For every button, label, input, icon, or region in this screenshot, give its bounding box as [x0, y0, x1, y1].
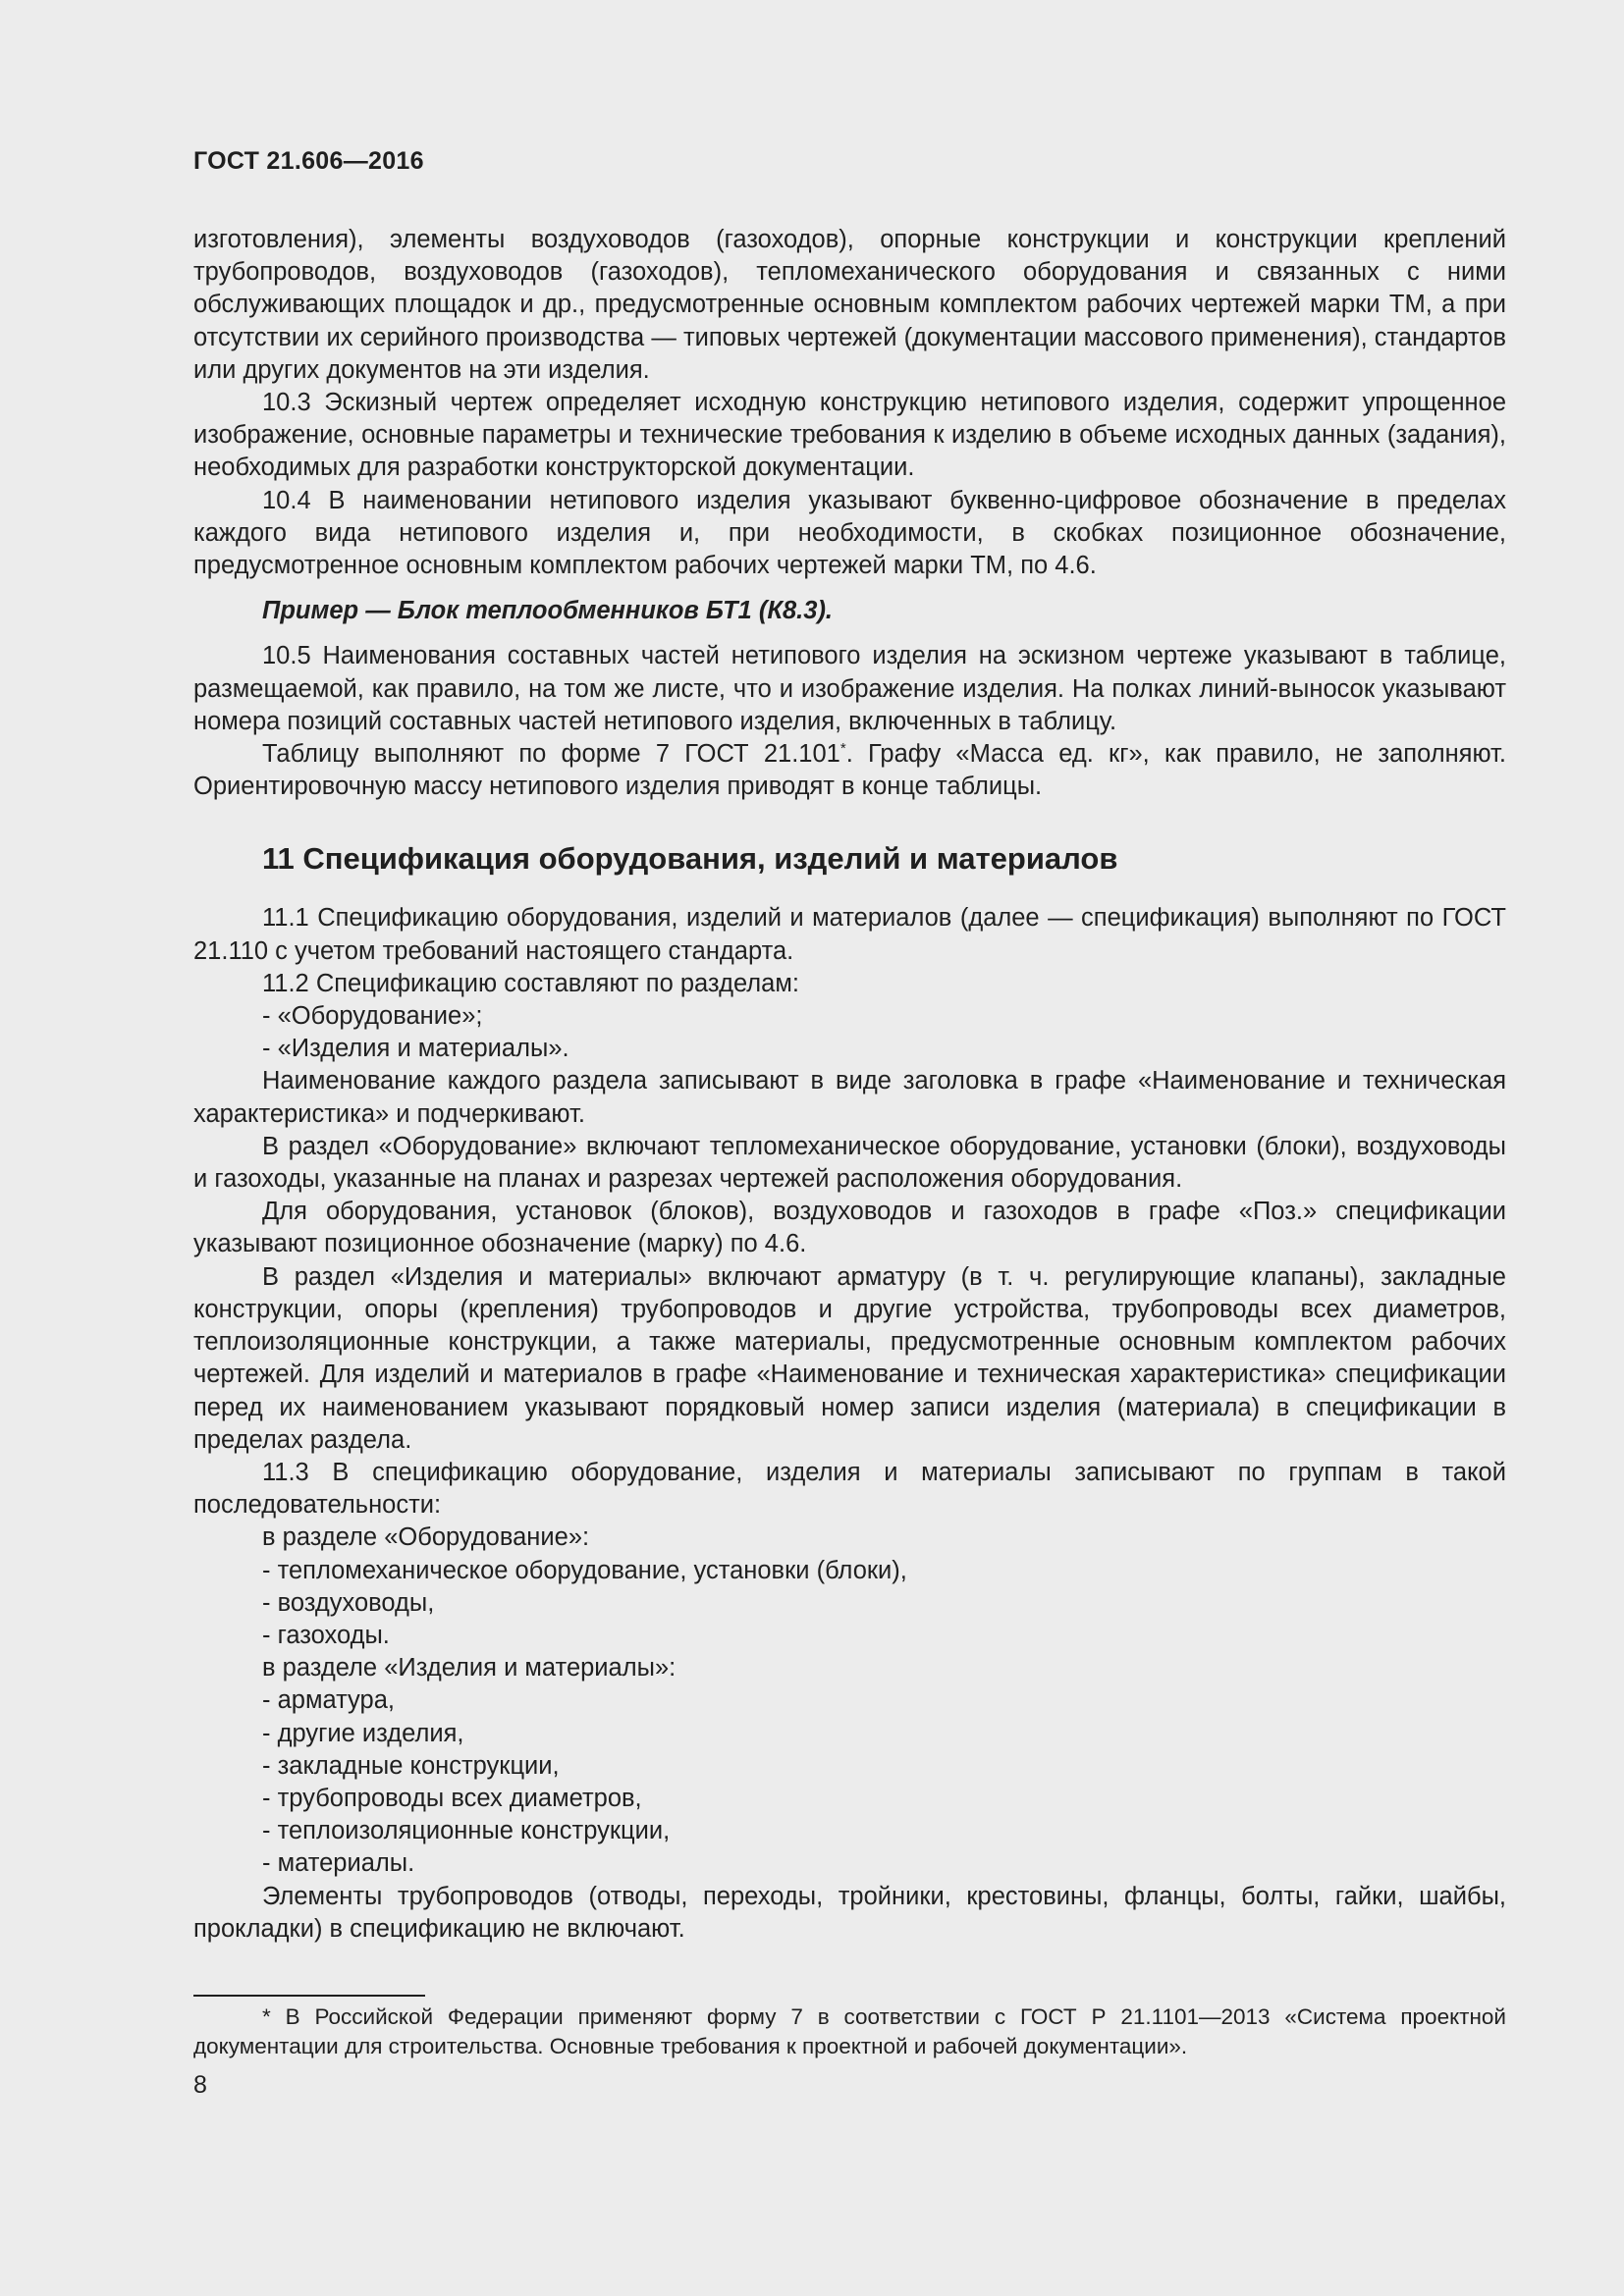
paragraph-continuation: изготовления), элементы воздуховодов (газоходов), опорные конструкции и конструкции креплений трубопроводов, воздуховодов (газоходов), тепломеханического оборудования и связанных с ними обслуживающих площадок и др., предусмотренные основным комплектом рабочих чертежей марки ТМ, а при отсутствии их серийного производства — типовых чертежей (документации массового применения), стандартов или других документов на эти изделия. — [193, 226, 1506, 384]
paragraph-products-section: В раздел «Изделия и материалы» включают арматуру (в т. ч. регулирующие клапаны), закладные конструкции, опоры (крепления) трубопроводов и другие устройства, трубопроводы всех диаметров, теплоизоляционные конструкции, а также материалы, предусмотренные основным комплектом рабочих чертежей. Для изделий и материалов в графе «Наименование и техническая характеристика» спецификации перед их наименованием указывают порядковый номер записи изделия (материала) в спецификации в пределах раздела. — [193, 1262, 1506, 1454]
list-item: - арматура, — [262, 1686, 395, 1715]
paragraph-11-3: 11.3 В спецификацию оборудование, изделия и материалы записывают по группам в такой последовательности: — [193, 1458, 1506, 1520]
footnote-separator — [193, 1995, 425, 1997]
paragraph-equipment-section: В раздел «Оборудование» включают тепломеханическое оборудование, установки (блоки), воздуховоды и газоходы, указанные на планах и разрезах чертежей расположения оборудования. — [193, 1132, 1506, 1194]
paragraph-11-1: 11.1 Спецификацию оборудования, изделий и материалов (далее — спецификация) выполняют по ГОСТ 21.110 с учетом требований настоящего стандарта. — [193, 904, 1506, 965]
main-content — [193, 224, 1506, 1946]
paragraph-11-2: 11.2 Спецификацию составляют по разделам: — [262, 969, 799, 997]
paragraph-10-3: 10.3 Эскизный чертеж определяет исходную конструкцию нетипового изделия, содержит упрощенное изображение, основные параметры и технические требования к изделию в объеме исходных данных (задания), необходимых для разработки конструкторской документации. — [193, 389, 1506, 482]
list-item: - тепломеханическое оборудование, установки (блоки), — [262, 1556, 907, 1584]
paragraph-pipe-elements: Элементы трубопроводов (отводы, переходы, тройники, крестовины, фланцы, болты, гайки, шайбы, прокладки) в спецификацию не включают. — [193, 1882, 1506, 1943]
document-code-header: ГОСТ 21.606—2016 — [193, 147, 424, 175]
list-item: - трубопроводы всех диаметров, — [262, 1784, 642, 1812]
list-item: - «Изделия и материалы». — [262, 1035, 569, 1063]
table-form-text-cont: . Графу «Масса ед. кг», как правило, не заполняют. Ориентировочную массу нетипового изделия приводят в конце таблицы. — [193, 740, 1506, 801]
page-number: 8 — [193, 2071, 207, 2099]
footnote-marker: * — [839, 740, 846, 758]
paragraph-10-5: 10.5 Наименования составных частей нетипового изделия на эскизном чертеже указывают в таблице, размещаемой, как правило, на том же листе, что и изображение изделия. На полках линий-выносок указывают номера позиций составных частей нетипового изделия, включенных в таблицу. — [193, 642, 1506, 735]
table-form-text: Таблицу выполняют по форме 7 ГОСТ 21.101 — [262, 740, 840, 769]
list-item: - газоходы. — [262, 1621, 390, 1649]
list-item: - «Оборудование»; — [262, 1002, 483, 1031]
list-item: - закладные конструкции, — [262, 1751, 560, 1780]
paragraph-table-form — [193, 738, 1506, 803]
example-line: Пример — Блок теплообменников БТ1 (К8.3). — [262, 597, 834, 625]
list-item: - теплоизоляционные конструкции, — [262, 1817, 671, 1845]
list-item: - другие изделия, — [262, 1719, 464, 1747]
list-group-heading: в разделе «Оборудование»: — [262, 1523, 590, 1552]
list-group-heading: в разделе «Изделия и материалы»: — [262, 1654, 677, 1682]
footnote-text: * В Российской Федерации применяют форму 7 в соответствии с ГОСТ Р 21.1101—2013 «Система проектной документации для строительства. Основные требования к проектной и рабочей документации». — [193, 2004, 1506, 2058]
paragraph-10-4: 10.4 В наименовании нетипового изделия указывают буквенно-цифровое обозначение в пределах каждого вида нетипового изделия и, при необходимости, в скобках позиционное обозначение, предусмотренное основным комплектом рабочих чертежей марки ТМ, по 4.6. — [193, 486, 1506, 580]
paragraph-position-column: Для оборудования, установок (блоков), воздуховодов и газоходов в графе «Поз.» спецификации указывают позиционное обозначение (марку) по 4.6. — [193, 1198, 1506, 1258]
paragraph-section-name: Наименование каждого раздела записывают в виде заголовка в графе «Наименование и техническая характеристика» и подчеркивают. — [193, 1067, 1506, 1128]
list-item: - материалы. — [262, 1849, 415, 1878]
list-item: - воздуховоды, — [262, 1588, 435, 1617]
section-title: 11 Спецификация оборудования, изделий и материалов — [262, 841, 1118, 877]
footnote — [193, 2002, 1506, 2061]
